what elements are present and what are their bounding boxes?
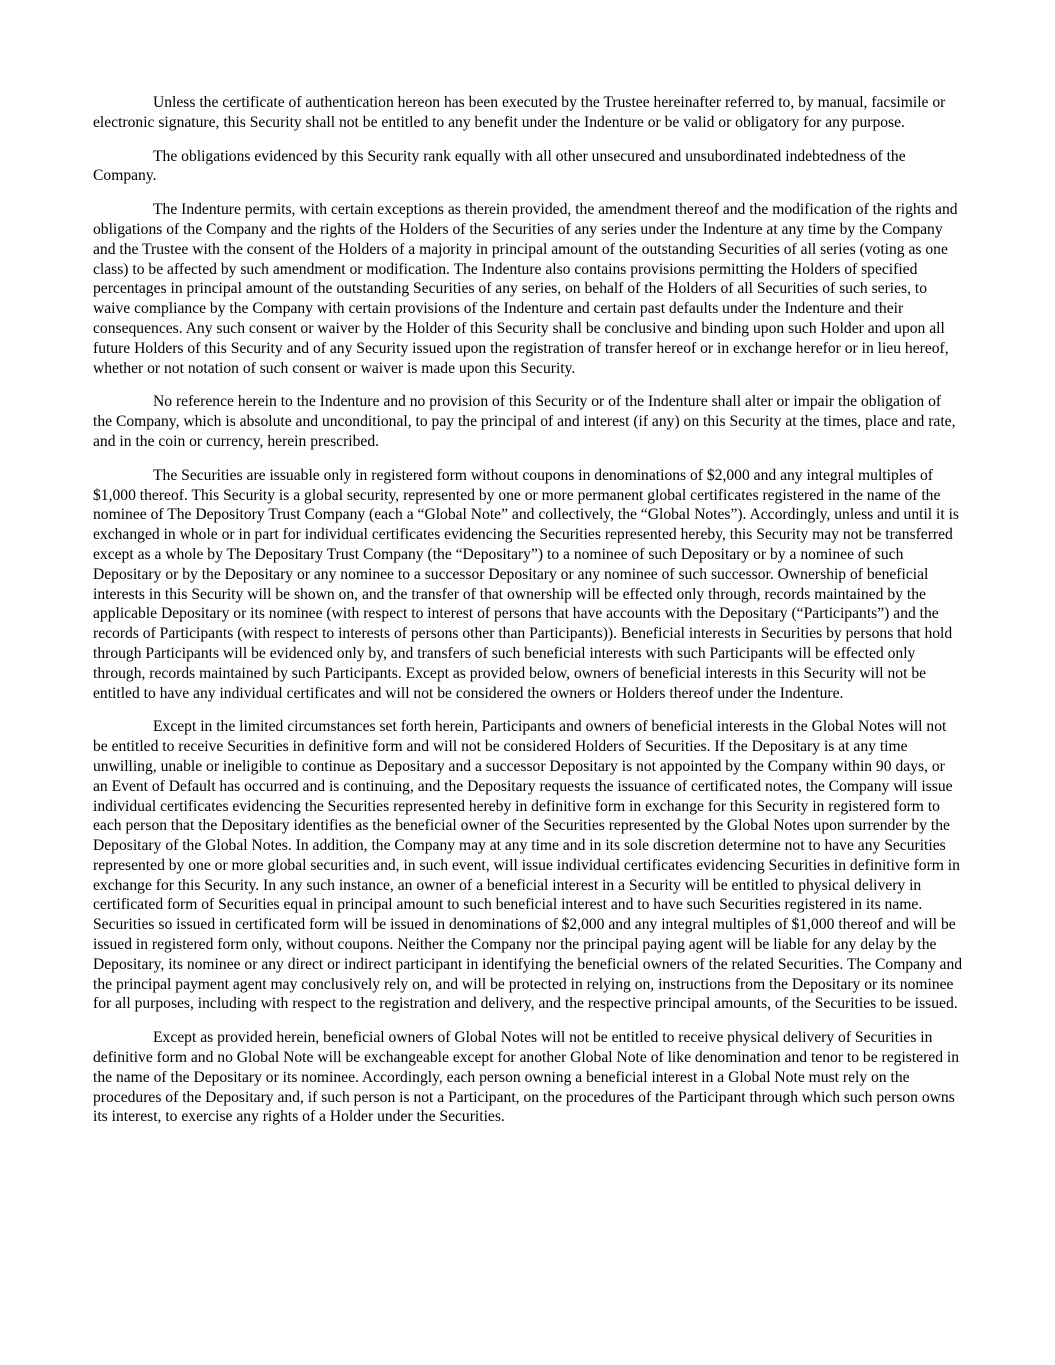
paragraph-definitive-form: Except in the limited circumstances set forth herein, Participants and owners of beneficial interests in the Global Notes will not be entitled to receive Securities in definitive form and will not be considered Holders of Securities. If the Depositary is at any time unwilling, unable or ineligible to continue as Depositary and a successor Depositary is not appointed by the Company within 90 days, or an Event of Default has occurred and is continuing, and the Depositary requests the issuance of certificated notes, the Company will issue individual certificates evidencing the Securities represented hereby in definitive form in exchange for this Security in registered form to each person that the Depositary identifies as the beneficial owner of the Securities represented by the Global Notes upon surrender by the Depositary of the Global Notes. In addition, the Company may at any time and in its sole discretion determine not to have any Securities represented by one or more global securities and, in such event, will issue individual certificates evidencing Securities in definitive form in exchange for this Security. In any such instance, an owner of a beneficial interest in a Security will be entitled to physical delivery in certificated form of Securities equal in principal amount to such beneficial interest and to have such Securities registered in its name. Securities so issued in certificated form will be issued in denominations of $2,000 and any integral multiples of $1,000 thereof and will be issued in registered form only, without coupons. Neither the Company nor the principal paying agent will be liable for any delay by the Depositary, its nominee or any direct or indirect participant in identifying the beneficial owners of the related Securities. The Company and the principal payment agent may conclusively rely on, and will be protected in relying on, instructions from the Depositary or its nominee for all purposes, including with respect to the registration and delivery, and the respective principal amounts, of the Securities to be issued. xyxy=(93,718,963,1013)
paragraph-authentication: Unless the certificate of authentication hereon has been executed by the Trustee hereinafter referred to, by manual, facsimile or electronic signature, this Security shall not be entitled to any benefit under the Indenture or be valid or obligatory for any purpose. xyxy=(93,94,946,131)
paragraph-ranking: The obligations evidenced by this Security rank equally with all other unsecured and unsubordinated indebtedness of the Company. xyxy=(93,147,906,185)
paragraph-registered-form: The Securities are issuable only in registered form without coupons in denominations of $2,000 and any integral multiples of $1,000 thereof. This Security is a global security, represented by one or more permanent global certificates registered in the name of the nominee of The Depository Trust Company (each a “Global Note” and collectively, the “Global Notes”). Accordingly, unless and until it is exchanged in whole or in part for individual certificates evidencing the Securities represented hereby, this Security may not be transferred except as a whole by The Depositary Trust Company (the “Depositary”) to a nominee of such Depositary or by a nominee of such Depositary or by the Depositary or any nominee to a successor Depositary or any nominee of such successor. Ownership of beneficial interests in this Security will be shown on, and the transfer of that ownership will be effected only through, records maintained by the applicable Depositary or its nominee (with respect to interest of persons that have accounts with the Depositary (“Participants”) and the records of Participants (with respect to interests of persons other than Participants)). Beneficial interests in Securities by persons that hold through Participants will be evidenced only by, and transfers of such beneficial interests with such Participants will be effected only through, records maintained by such Participants. Except as provided below, owners of beneficial interests in this Security will not be entitled to have any individual certificates and will not be considered the owners or Holders thereof under the Indenture. xyxy=(93,466,959,702)
paragraph-no-impairment: No reference herein to the Indenture and no provision of this Security or of the Indenture shall alter or impair the obligation of the Company, which is absolute and unconditional, to pay the principal of and interest (if any) on this Security at the times, place and rate, and in the coin or currency, herein prescribed. xyxy=(93,393,956,450)
document-page xyxy=(93,93,963,1141)
paragraph-amendment: The Indenture permits, with certain exceptions as therein provided, the amendment thereof and the modification of the rights and obligations of the Company and the rights of the Holders of the Securities of any series under the Indenture at any time by the Company and the Trustee with the consent of the Holders of a majority in principal amount of the outstanding Securities of all series (voting as one class) to be affected by such amendment or modification. The Indenture also contains provisions permitting the Holders of specified percentages in principal amount of the outstanding Securities of any series, on behalf of the Holders of all Securities of such series, to waive compliance by the Company with certain provisions of the Indenture and certain past defaults under the Indenture and their consequences. Any such consent or waiver by the Holder of this Security shall be conclusive and binding upon such Holder and upon all future Holders of this Security and of any Security issued upon the registration of transfer hereof or in exchange herefor or in lieu hereof, whether or not notation of such consent or waiver is made upon this Security. xyxy=(93,201,958,377)
paragraph-beneficial-owners: Except as provided herein, beneficial owners of Global Notes will not be entitled to receive physical delivery of Securities in definitive form and no Global Note will be exchangeable except for another Global Note of like denomination and tenor to be registered in the name of the Depositary or its nominee. Accordingly, each person owning a beneficial interest in a Global Note must rely on the procedures of the Depositary and, if such person is not a Participant, on the procedures of the Participant through which such person owns its interest, to exercise any rights of a Holder under the Securities. xyxy=(93,1029,960,1126)
